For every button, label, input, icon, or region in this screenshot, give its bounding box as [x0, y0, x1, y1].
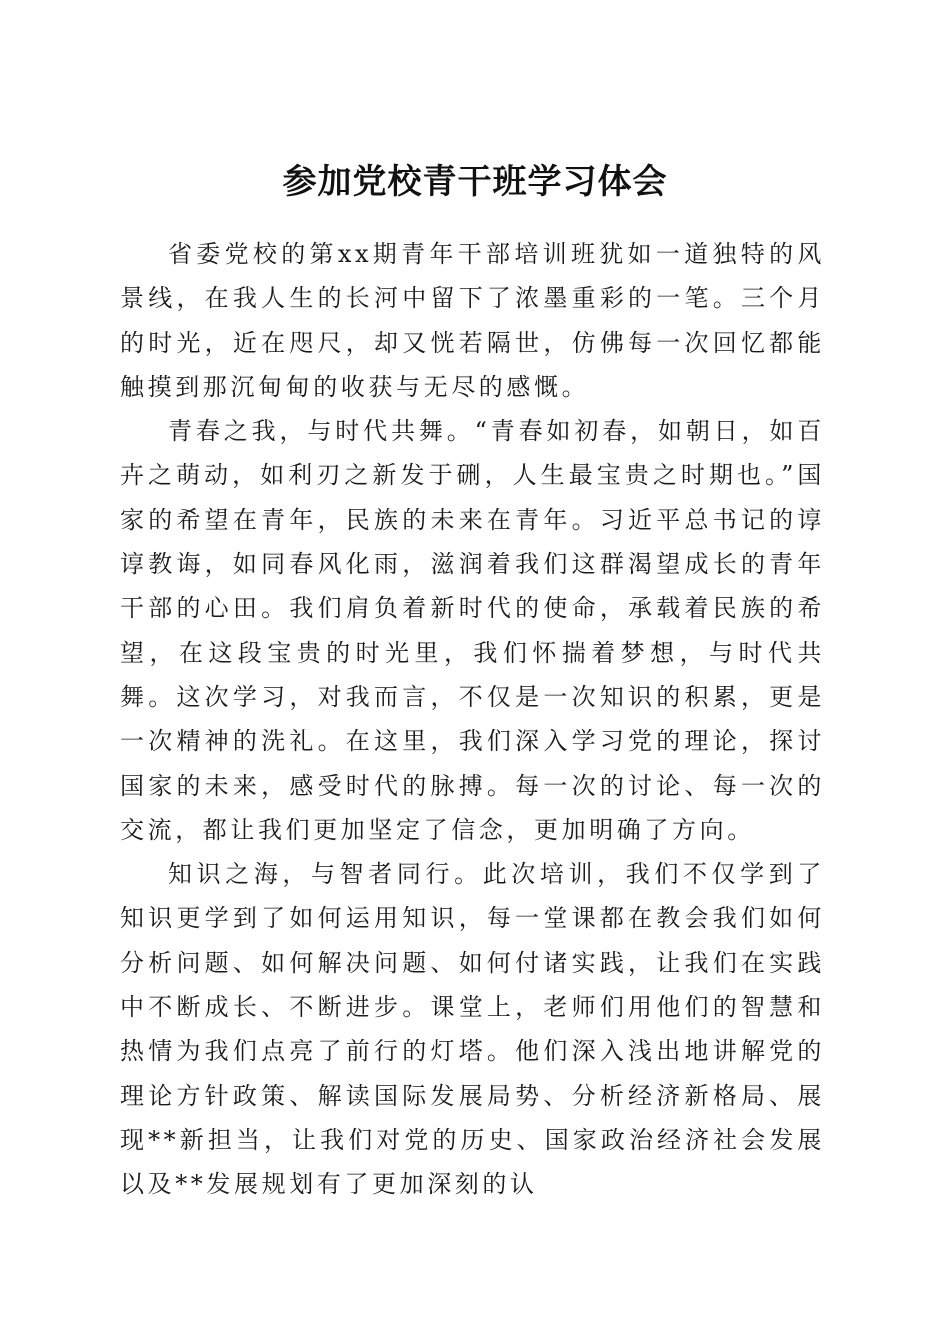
paragraph-2: 青春之我，与时代共舞。“青春如初春，如朝日，如百卉之萌动，如利刃之新发于硎，人生最宝贵之时期也。”国家的希望在青年，民族的未来在青年。习近平总书记的谆谆教诲，如同春风化雨，滋润着我们这群渴望成长的青年干部的心田。我们肩负着新时代的使命，承载着民族的希望，在这段宝贵的时光里，我们怀揣着梦想，与时代共舞。这次学习，对我而言，不仅是一次知识的积累，更是一次精神的洗礼。在这里，我们深入学习党的理论，探讨国家的未来，感受时代的脉搏。每一次的讨论、每一次的交流，都让我们更加坚定了信念，更加明确了方向。 [120, 417, 825, 844]
paragraph-1: 省委党校的第xx期青年干部培训班犹如一道独特的风景线，在我人生的长河中留下了浓墨重彩的一笔。三个月的时光，近在咫尺，却又恍若隔世，仿佛每一次回忆都能触摸到那沉甸甸的收获与无尽的感慨。 [120, 240, 825, 401]
paragraph-3: 知识之海，与智者同行。此次培训，我们不仅学到了知识更学到了如何运用知识，每一堂课都在教会我们如何分析问题、如何解决问题、如何付诸实践，让我们在实践中不断成长、不断进步。课堂上，老师们用他们的智慧和热情为我们点亮了前行的灯塔。他们深入浅出地讲解党的理论方针政策、解读国际发展局势、分析经济新格局、展现**新担当，让我们对党的历史、国家政治经济社会发展以及**发展规划有了更加深刻的认 [120, 860, 825, 1199]
document-title: 参加党校青干班学习体会 [282, 161, 668, 202]
document-body [120, 232, 825, 1207]
